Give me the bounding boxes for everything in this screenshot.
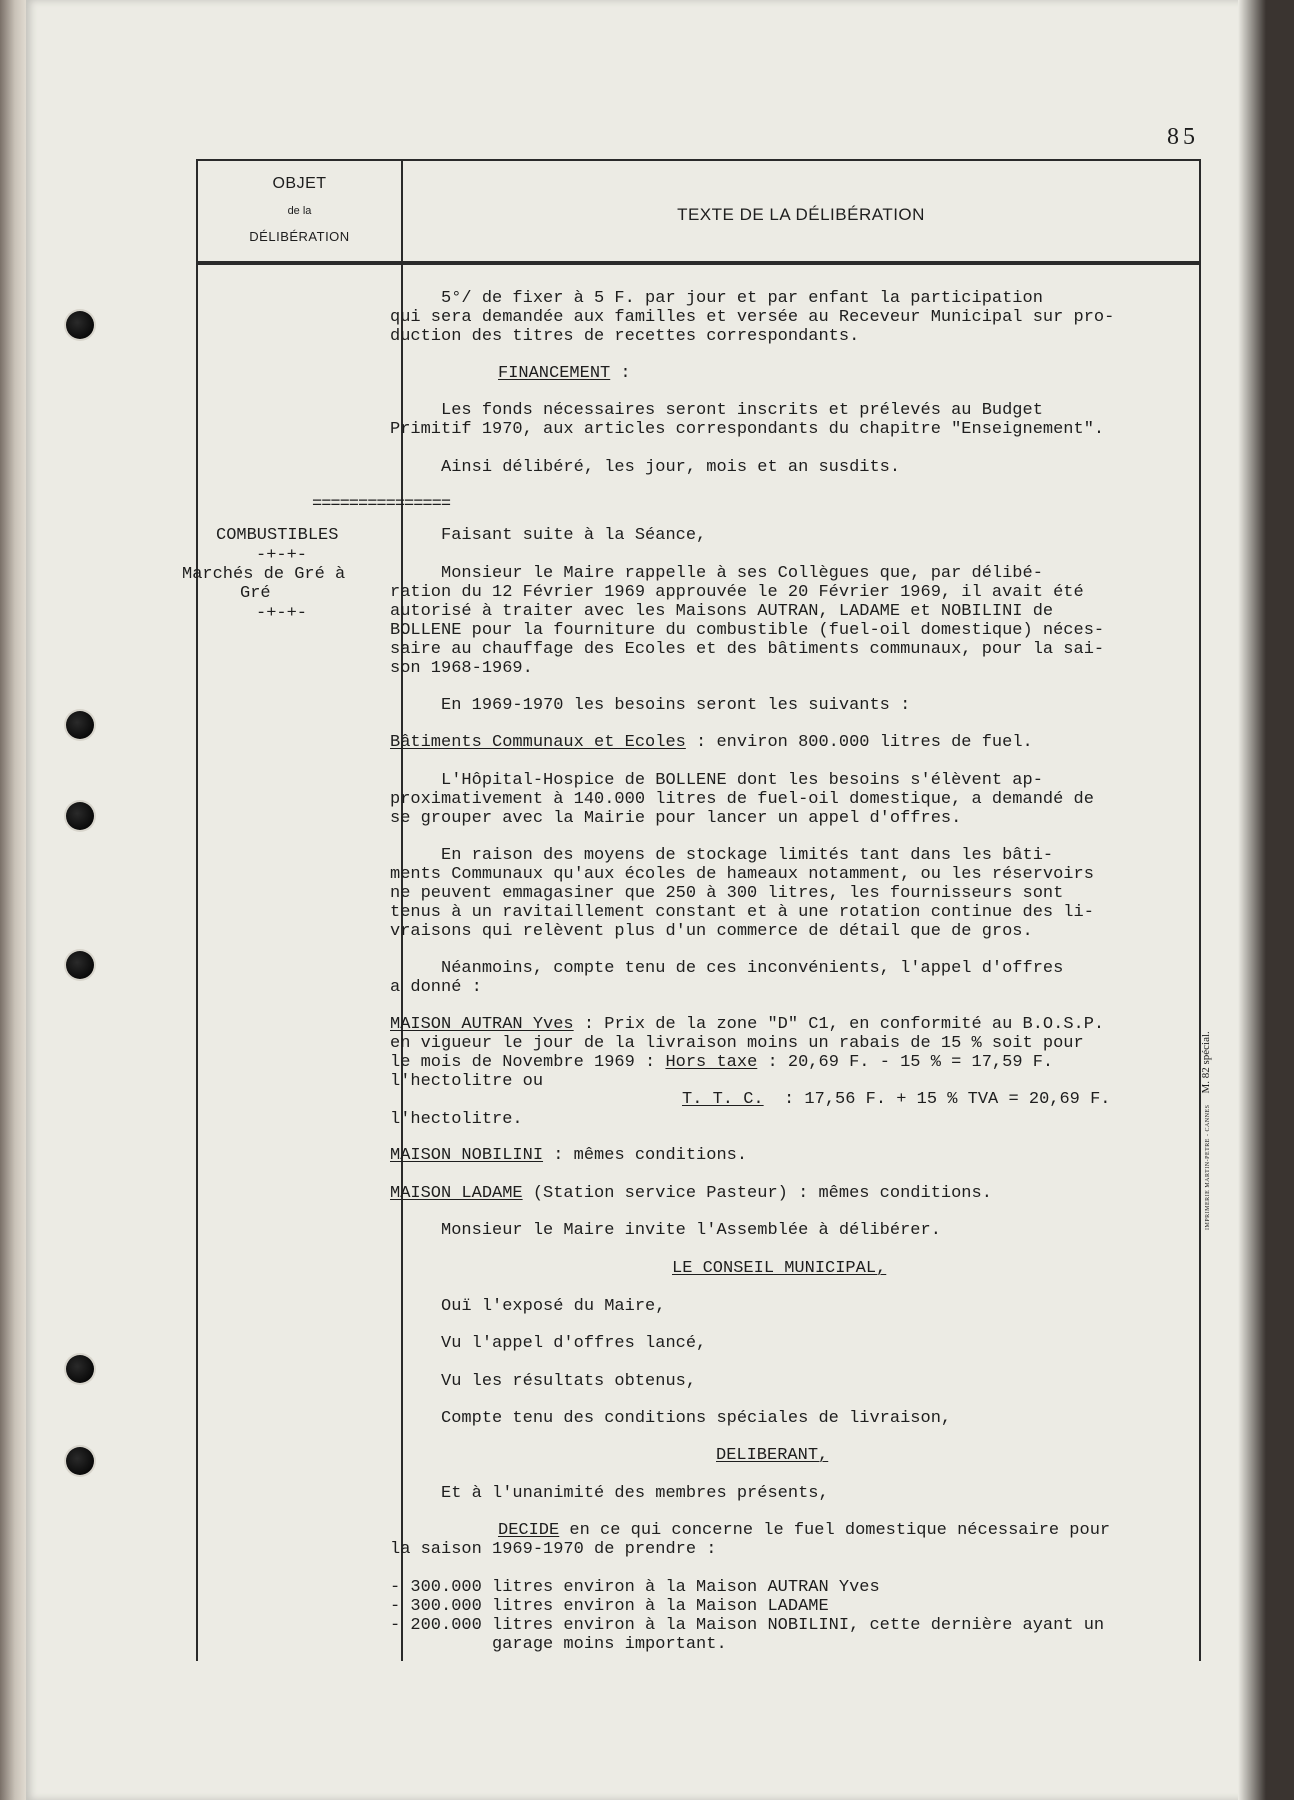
batiments-value: : environ 800.000 litres de fuel. — [685, 733, 1033, 752]
punch-hole — [66, 1447, 94, 1475]
decide-text: en ce qui concerne le fuel domestique nécessaire pour — [559, 1521, 1111, 1540]
text-line: l'hectolitre ou — [390, 1072, 544, 1091]
text-line: Vu les résultats obtenus, — [390, 1372, 697, 1391]
text-line: BOLLENE pour la fourniture du combustible (fuel-oil domestique) néces- — [390, 621, 1105, 640]
ladame-label: MAISON LADAME — [390, 1184, 523, 1203]
text-line: tenus à un ravitaillement constant et à une rotation continue des li- — [390, 903, 1094, 922]
text-line — [390, 1053, 1053, 1072]
punch-hole — [66, 951, 94, 979]
header-divider — [198, 261, 1199, 265]
object-dash: -+-+- — [256, 604, 308, 623]
text-line: en vigueur le jour de la livraison moins un rabais de 15 % soit pour — [390, 1034, 1084, 1053]
text-line: En 1969-1970 les besoins seront les suivants : — [390, 696, 911, 715]
financement-heading: FINANCEMENT — [498, 364, 611, 383]
object-title: COMBUSTIBLES — [216, 526, 339, 545]
list-item: garage moins important. — [390, 1635, 727, 1654]
text-line — [390, 1146, 747, 1165]
separator-line: =============== — [312, 495, 451, 514]
punch-hole — [66, 711, 94, 739]
text-line: qui sera demandée aux familles et versée au Receveur Municipal sur pro- — [390, 308, 1115, 327]
text-line: autorisé à traiter avec les Maisons AUTRAN, LADAME et NOBILINI de — [390, 602, 1054, 621]
text-line: proximativement à 140.000 litres de fuel-oil domestique, a demandé de — [390, 790, 1094, 809]
text-column-header: TEXTE DE LA DÉLIBÉRATION — [677, 205, 925, 224]
text-line: Monsieur le Maire invite l'Assemblée à délibérer. — [390, 1221, 941, 1240]
list-item: - 200.000 litres environ à la Maison NOBILINI, cette dernière ayant un — [390, 1616, 1105, 1635]
text-line: l'hectolitre. — [390, 1110, 523, 1129]
ttc-value: : 17,56 F. + 15 % TVA = 20,69 F. — [763, 1090, 1111, 1109]
text-line: Les fonds nécessaires seront inscrits et prélevés au Budget — [390, 401, 1043, 420]
ladame-conditions: (Station service Pasteur) : mêmes conditions. — [522, 1184, 992, 1203]
text-line: ments Communaux qu'aux écoles de hameaux notamment, ou les réservoirs — [390, 865, 1094, 884]
text-line: ration du 12 Février 1969 approuvée le 20 Février 1969, il avait été — [390, 583, 1084, 602]
header-deliberation: DÉLIBÉRATION — [249, 229, 350, 244]
object-column-header — [198, 175, 401, 244]
text-line: vraisons qui relèvent plus d'un commerce de détail que de gros. — [390, 922, 1033, 941]
text-line: duction des titres de recettes correspondants. — [390, 327, 860, 346]
header-de-la: de la — [287, 205, 312, 217]
text-line: Et à l'unanimité des membres présents, — [390, 1484, 829, 1503]
form-code: M. 82 spécial. — [1200, 1031, 1212, 1094]
object-line: Gré — [240, 584, 271, 603]
object-dash: -+-+- — [256, 546, 308, 565]
text-line — [682, 1090, 1110, 1109]
list-item: - 300.000 litres environ à la Maison AUTRAN Yves — [390, 1578, 880, 1597]
autran-label: MAISON AUTRAN Yves — [390, 1015, 574, 1034]
text-line: En raison des moyens de stockage limités tant dans les bâti- — [390, 846, 1054, 865]
decide-label: DECIDE — [498, 1521, 560, 1540]
text-line — [498, 1521, 1110, 1540]
hors-taxe-value: : 20,69 F. - 15 % = 17,59 F. — [757, 1053, 1054, 1072]
autran-month: le mois de Novembre 1969 : — [390, 1053, 666, 1072]
text-line: Primitif 1970, aux articles correspondants du chapitre "Enseignement". — [390, 420, 1105, 439]
punch-hole — [66, 802, 94, 830]
autran-offer: : Prix de la zone "D" C1, en conformité au B.O.S.P. — [573, 1015, 1105, 1034]
conseil-heading: LE CONSEIL MUNICIPAL, — [672, 1259, 887, 1278]
text-line: Faisant suite à la Séance, — [390, 526, 707, 545]
text-line — [390, 1184, 992, 1203]
text-line: Ainsi délibéré, les jour, mois et an susdits. — [390, 458, 901, 477]
text-line: la saison 1969-1970 de prendre : — [390, 1540, 717, 1559]
hors-taxe-label: Hors taxe — [665, 1053, 758, 1072]
section-heading — [498, 364, 631, 383]
text-line: Compte tenu des conditions spéciales de livraison, — [390, 1409, 952, 1428]
text-line: L'Hôpital-Hospice de BOLLENE dont les besoins s'élèvent ap- — [390, 771, 1043, 790]
header-objet: OBJET — [272, 175, 327, 192]
text-line: Ouï l'exposé du Maire, — [390, 1297, 666, 1316]
text-line: Vu l'appel d'offres lancé, — [390, 1334, 707, 1353]
list-item: - 300.000 litres environ à la Maison LADAME — [390, 1597, 829, 1616]
text-line — [390, 1015, 1104, 1034]
colon: : — [610, 364, 631, 383]
text-line: se grouper avec la Mairie pour lancer un appel d'offres. — [390, 809, 962, 828]
deliberant-heading: DELIBERANT, — [716, 1446, 829, 1465]
text-line — [390, 733, 1033, 752]
punch-hole — [66, 311, 94, 339]
document-page — [26, 0, 1266, 1800]
text-line: a donné : — [390, 978, 482, 997]
text-line: son 1968-1969. — [390, 659, 533, 678]
printer-stamp — [1200, 1031, 1212, 1230]
page-edge-shadow — [1238, 0, 1266, 1800]
punch-hole — [66, 1355, 94, 1383]
page-number: 85 — [1167, 124, 1199, 150]
text-line: ne peuvent emmagasiner que 250 à 300 litres, les fournisseurs sont — [390, 884, 1064, 903]
text-line: 5°/ de fixer à 5 F. par jour et par enfant la participation — [390, 289, 1043, 308]
text-line: saire au chauffage des Ecoles et des bâtiments communaux, pour la sai- — [390, 640, 1105, 659]
text-line: Néanmoins, compte tenu de ces inconvénients, l'appel d'offres — [390, 959, 1064, 978]
text-line: Monsieur le Maire rappelle à ses Collègues que, par délibé- — [390, 564, 1043, 583]
object-line: Marchés de Gré à — [182, 565, 346, 584]
nobilini-conditions: : mêmes conditions. — [543, 1146, 748, 1165]
printer-name: IMPRIMERIE MARTIN-PETRE - CANNES — [1205, 1104, 1211, 1230]
batiments-label: Bâtiments Communaux et Ecoles — [390, 733, 686, 752]
ttc-label: T. T. C. — [682, 1090, 764, 1109]
nobilini-label: MAISON NOBILINI — [390, 1146, 544, 1165]
